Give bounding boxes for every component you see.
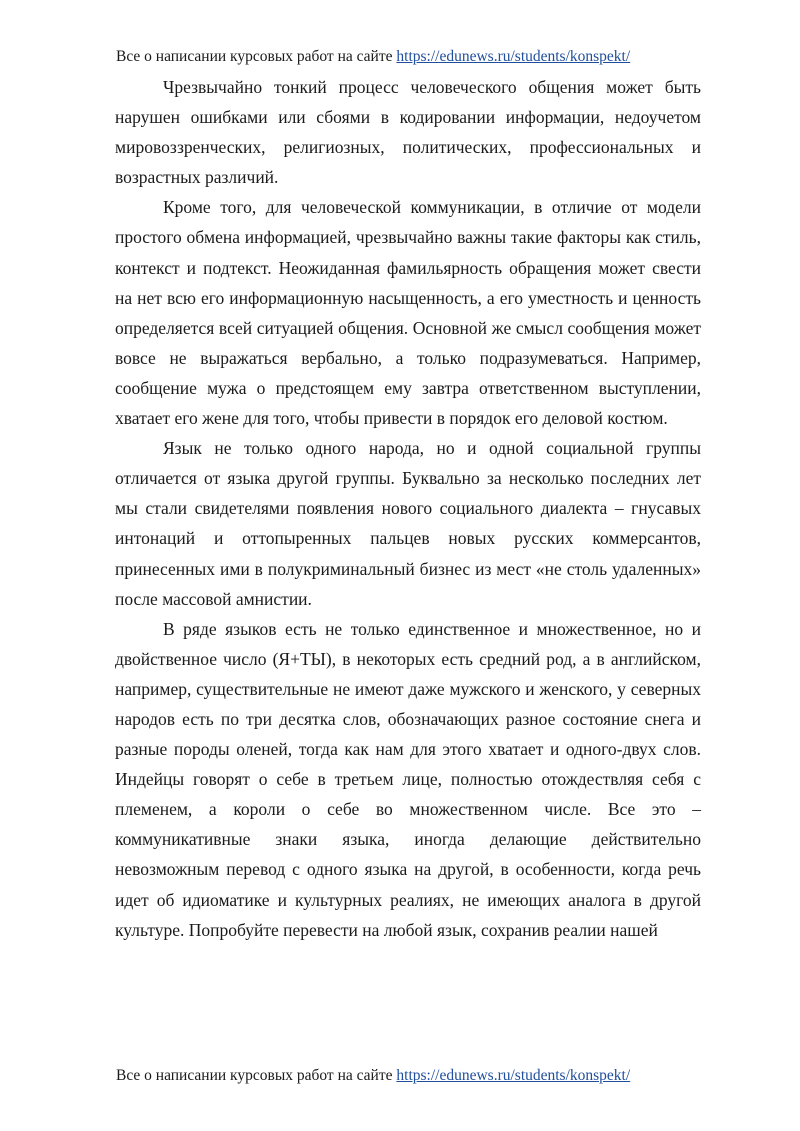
footer-link[interactable]: https://edunews.ru/students/konspekt/ (396, 1067, 631, 1084)
header-link[interactable]: https://edunews.ru/students/konspekt/ (396, 48, 631, 65)
paragraph-4: В ряде языков есть не только единственное и множественное, но и двойственное число (Я+ТЫ), в некоторых есть средний род, а в английском, например, существительные не имеют даже мужского и женского, у северных народов есть по три десятка слов, обозначающих разное состояние снега и разные породы оленей, тогда как нам для этого хватает и одного-двух слов. Индейцы говорят о себе в третьем лице, полностью отождествляя себя с племенем, а короли о себе во множественном числе. Все это – коммуникативные знаки языка, иногда делающие действительно невозможным перевод с одного языка на другой, в особенности, когда речь идет об идиоматике и культурных реалиях, не имеющих аналога в другой культуре. Попробуйте перевести на любой язык, сохранив реалии нашей (115, 618, 701, 940)
footer-text: Все о написании курсовых работ на сайте (116, 1067, 397, 1084)
paragraph-1: Чрезвычайно тонкий процесс человеческого общения может быть нарушен ошибками или сбоями в кодировании информации, недоучетом мировоззренческих, религиозных, политических, профессиональных и возрастных различий. (115, 77, 701, 188)
page-header (116, 47, 630, 67)
paragraph-2: Кроме того, для человеческой коммуникации, в отличие от модели простого обмена информацией, чрезвычайно важны такие факторы как стиль, контекст и подтекст. Неожиданная фамильярность обращения может свести на нет всю его информационную насыщенность, а его уместность и ценность определяется всей ситуацией общения. Основной же смысл сообщения может вовсе не выражаться вербально, а только подразумеваться. Например, сообщение мужа о предстоящем ему завтра ответственном выступлении, хватает его жене для того, чтобы привести в порядок его деловой костюм. (115, 197, 701, 429)
document-body (115, 72, 701, 945)
page-footer (116, 1066, 630, 1086)
paragraph-3: Язык не только одного народа, но и одной социальной группы отличается от языка другой группы. Буквально за несколько последних лет мы стали свидетелями появления нового социального диалекта – гнусавых интонаций и оттопыренных пальцев новых русских коммерсантов, принесенных ими в полукриминальный бизнес из мест «не столь удаленных» после массовой амнистии. (115, 438, 701, 609)
header-text: Все о написании курсовых работ на сайте (116, 48, 397, 65)
